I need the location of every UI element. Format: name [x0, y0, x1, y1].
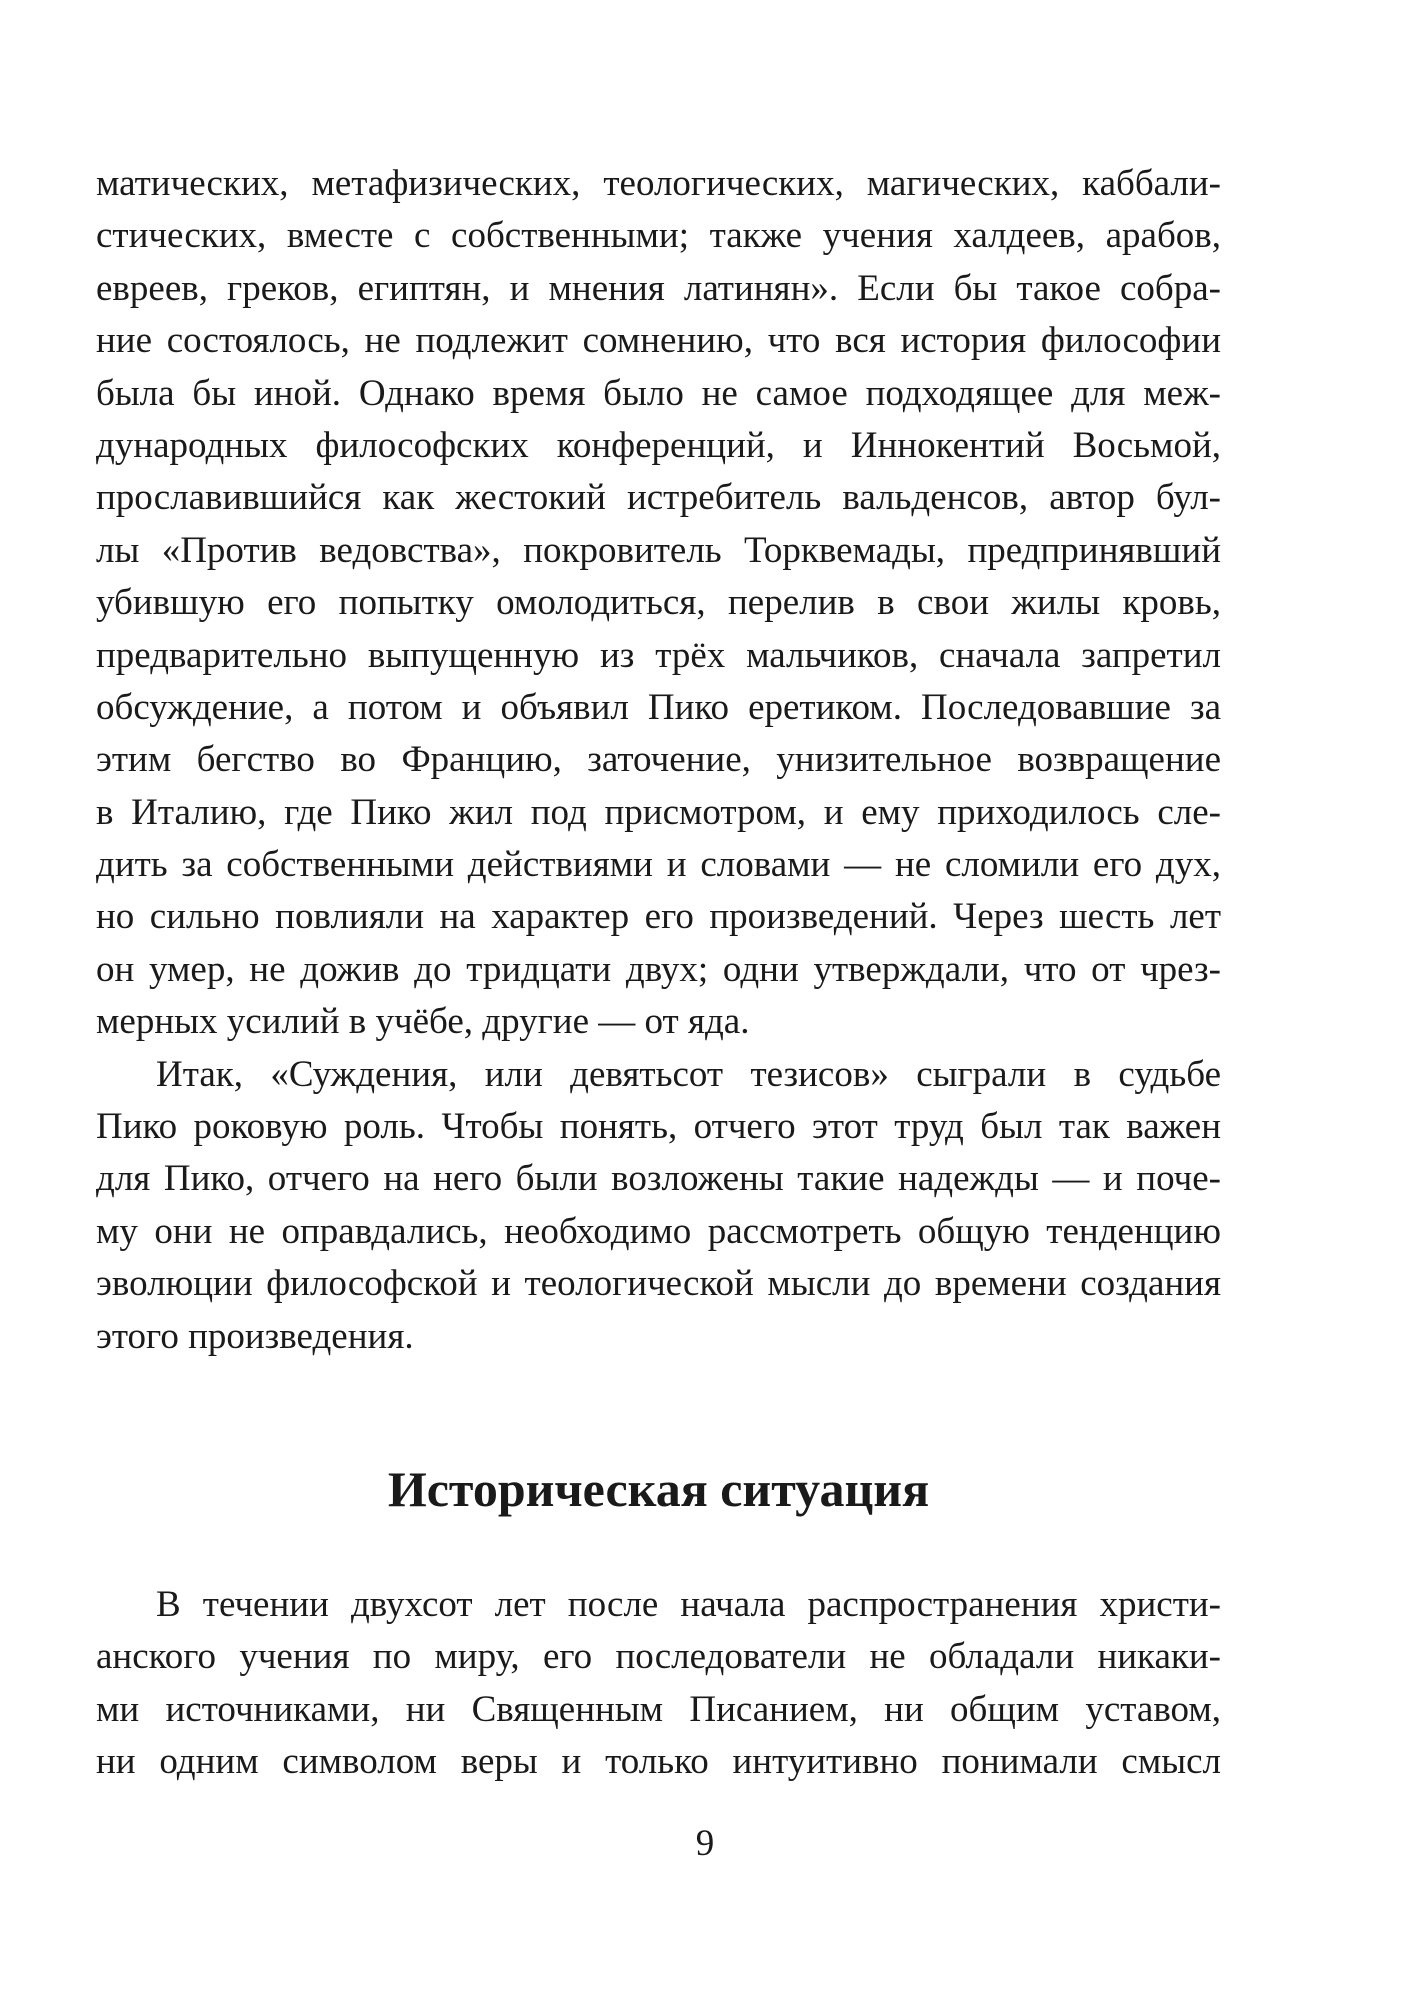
text-line: В течении двухсот лет после начала распространения христи- [156, 1583, 1221, 1625]
text-line: он умер, не дожив до тридцати двух; одни утверждали, что от чрез- [96, 948, 1221, 990]
text-line: анского учения по миру, его последователи не обладали никаки- [96, 1636, 1221, 1678]
text-line: этим бегство во Францию, заточение, унизительное возвращение [96, 739, 1221, 781]
text-line: матических, метафизических, теологических, магических, каббали- [96, 163, 1221, 204]
text-line: в Италию, где Пико жил под присмотром, и ему приходилось сле- [96, 791, 1221, 833]
text-line: но сильно повлияли на характер его произведений. Через шесть лет [96, 896, 1221, 938]
text-line: для Пико, отчего на него были возложены такие надежды — и поче- [96, 1158, 1221, 1200]
text-line: предварительно выпущенную из трёх мальчиков, сначала запретил [96, 634, 1221, 676]
text-line: обсуждение, а потом и объявил Пико еретиком. Последовавшие за [96, 686, 1221, 728]
text-line: дить за собственными действиями и словами — не сломили его дух, [96, 844, 1221, 886]
text-line: лы «Против ведовства», покровитель Торквемады, предпринявший [96, 529, 1221, 571]
text-line: убившую его попытку омолодиться, перелив в свои жилы кровь, [96, 582, 1221, 624]
text-line: эволюции философской и теологической мысли до времени создания [96, 1263, 1221, 1305]
page-number: 9 [695, 1823, 715, 1864]
text-line: евреев, греков, египтян, и мнения латинян». Если бы такое собра- [96, 267, 1221, 309]
text-line: му они не оправдались, необходимо рассмотреть общую тенденцию [96, 1210, 1221, 1252]
text-line: Пико роковую роль. Чтобы понять, отчего этот труд был так важен [96, 1106, 1221, 1148]
paragraph-1 [96, 158, 1221, 1049]
text-line: дународных философских конференций, и Иннокентий Восьмой, [96, 424, 1221, 466]
text-line: была бы иной. Однако время было не самое подходящее для меж- [96, 372, 1221, 414]
text-line: этого произведения. [96, 1315, 414, 1357]
page-body [96, 158, 1221, 1789]
section-heading: Историческая ситуация [387, 1460, 930, 1517]
text-line: стических, вместе с собственными; также учения халдеев, арабов, [96, 215, 1221, 257]
text-line: Итак, «Суждения, или девятьсот тезисов» сыграли в судьбе [156, 1053, 1221, 1095]
paragraph-2 [96, 1049, 1221, 1363]
paragraph-3 [96, 1579, 1221, 1789]
text-line: ми источниками, ни Священным Писанием, ни общим уставом, [96, 1688, 1221, 1730]
text-line: мерных усилий в учёбе, другие — от яда. [96, 1001, 750, 1043]
text-line: прославившийся как жестокий истребитель вальденсов, автор бул- [96, 477, 1221, 519]
text-line: ни одним символом веры и только интуитивно понимали смысл [96, 1741, 1221, 1783]
text-line: ние состоялось, не подлежит сомнению, что вся история философии [96, 320, 1221, 362]
